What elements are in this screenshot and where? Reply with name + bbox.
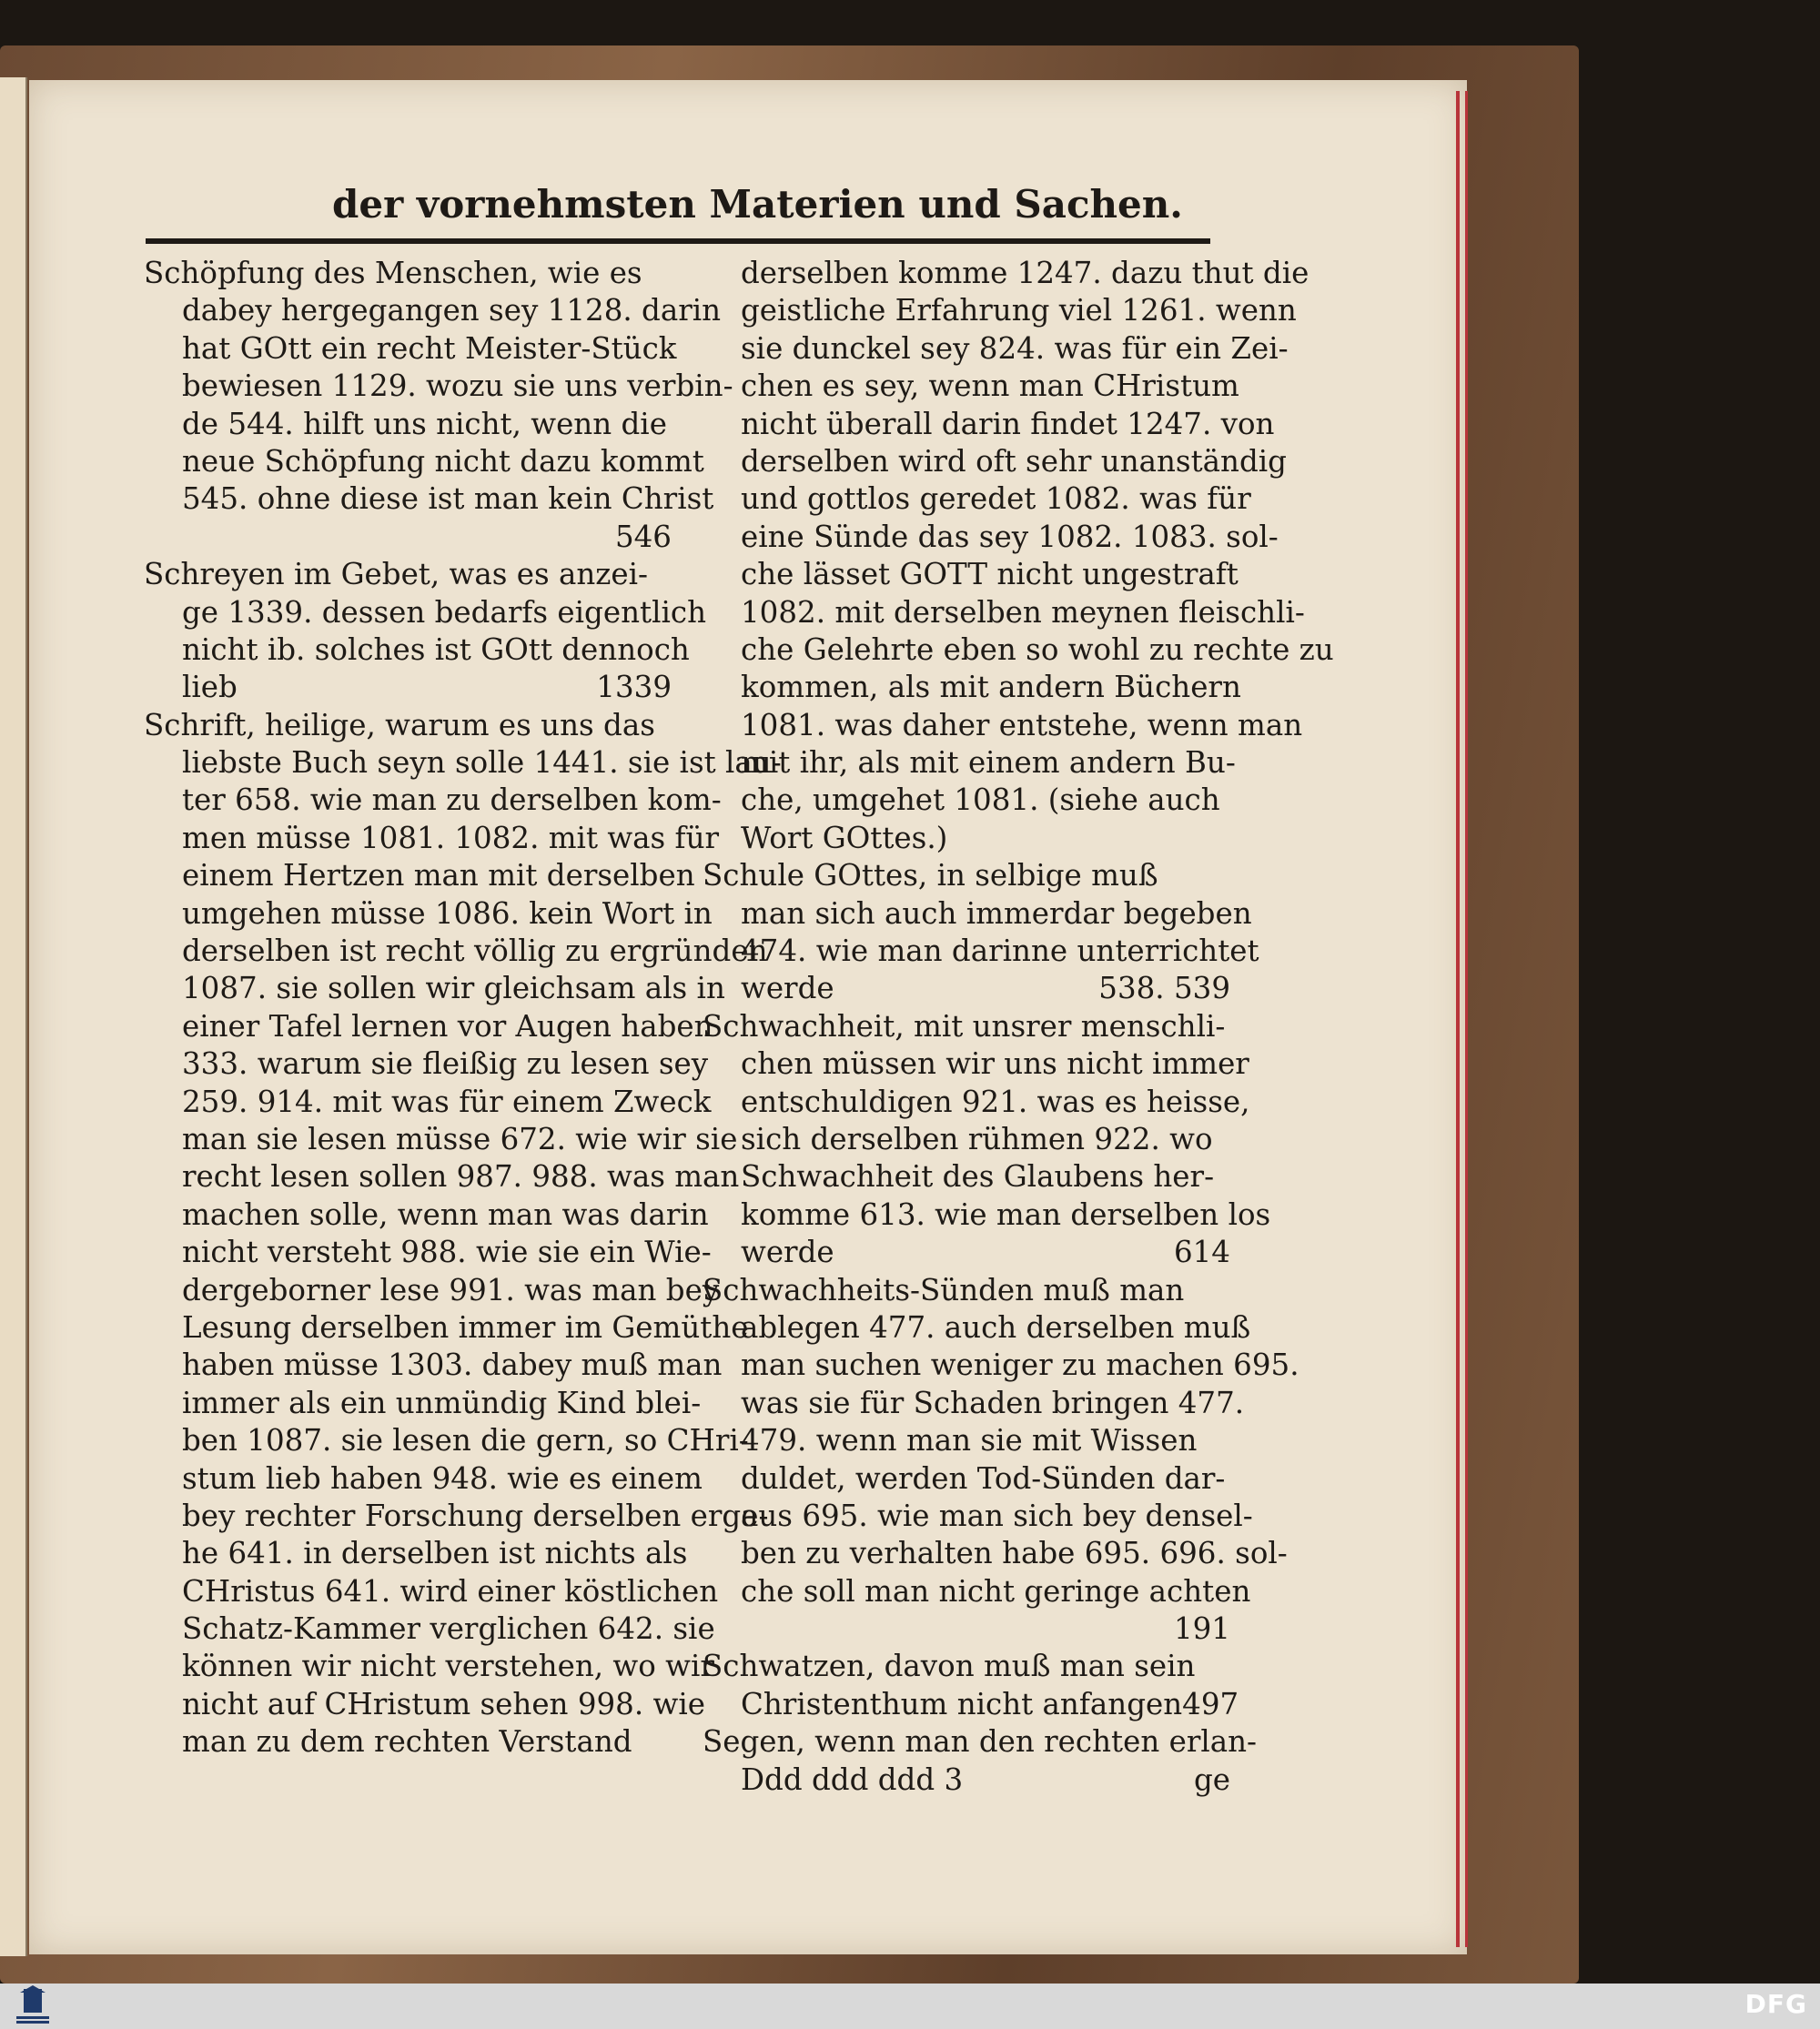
entry-line: 474. wie man darinne unterrichtet: [741, 934, 1259, 969]
running-head: der vornehmsten Materien und Sachen.: [332, 182, 1183, 227]
red-page-edge-inner: [1465, 91, 1468, 1947]
entry-text: werde: [741, 971, 834, 1006]
entry-line: nicht auf CHristum sehen 998. wie: [182, 1686, 705, 1721]
entry-line: mit ihr, als mit einem andern Bu-: [741, 745, 1236, 781]
entry-line: chen es sey, wenn man CHristum: [741, 368, 1239, 404]
entry-line: man zu dem rechten Verstand: [182, 1724, 632, 1760]
entry-line: 545. ohne diese ist man kein Christ: [182, 481, 714, 517]
page-reference: 191: [1173, 1611, 1230, 1647]
entry-line: einem Hertzen man mit derselben: [182, 858, 695, 893]
entry-text: Christenthum nicht anfangen: [741, 1686, 1183, 1721]
entry-line: 1082. mit derselben meynen fleischli-: [741, 594, 1305, 630]
entry-line: Schule GOttes, in selbige muß: [703, 858, 1158, 893]
entry-line: umgehen müsse 1086. kein Wort in: [182, 895, 713, 931]
entry-line: che lässet GOTT nicht ungestraft: [741, 557, 1239, 592]
right-column: [703, 255, 1334, 1799]
entry-line: man suchen weniger zu machen 695.: [741, 1348, 1299, 1383]
entry-line: CHristus 641. wird einer köstlichen: [182, 1573, 719, 1609]
entry-line: de 544. hilft uns nicht, wenn die: [182, 406, 667, 441]
entry-line: derselben ist recht völlig zu ergründen: [182, 934, 768, 969]
entry-line-split: [703, 1686, 1239, 1723]
entry-line: Lesung derselben immer im Gemüthe: [182, 1309, 749, 1345]
entry-line: kommen, als mit andern Büchern: [741, 670, 1241, 705]
entry-line: einer Tafel lernen vor Augen haben: [182, 1008, 713, 1044]
entry-line: Schreyen im Gebet, was es anzei-: [144, 557, 649, 592]
entry-line: che Gelehrte eben so wohl zu rechte zu: [741, 631, 1334, 667]
entry-text: lieb: [182, 670, 238, 705]
entry-line: liebste Buch seyn solle 1441. sie ist lau-: [182, 745, 782, 781]
entry-line: Schwachheit des Glaubens her-: [741, 1159, 1215, 1195]
entry-line: ben 1087. sie lesen die gern, so CHri-: [182, 1423, 749, 1459]
left-column: [144, 255, 782, 1761]
entry-line: chen müssen wir uns nicht immer: [741, 1046, 1249, 1082]
entry-line: che soll man nicht geringe achten: [741, 1573, 1251, 1609]
entry-line: nicht überall darin findet 1247. von: [741, 406, 1275, 441]
library-logo-icon: [7, 1985, 58, 2025]
entry-line: Schatz-Kammer verglichen 642. sie: [182, 1611, 715, 1647]
entry-line: Schwatzen, davon muß man sein: [703, 1649, 1196, 1684]
entry-line: sich derselben rühmen 922. wo: [741, 1121, 1213, 1156]
entry-line-split: [703, 1234, 1230, 1271]
entry-line: derselben wird oft sehr unanständig: [741, 443, 1287, 479]
page-reference: 1339: [596, 670, 672, 705]
entry-line: bewiesen 1129. wozu sie uns verbin-: [182, 368, 733, 404]
entry-line: komme 613. wie man derselben los: [741, 1196, 1271, 1232]
dfg-label: DFG: [1744, 1989, 1807, 2019]
entry-line: aus 695. wie man sich bey densel-: [741, 1498, 1253, 1533]
entry-line: 1081. was daher entstehe, wenn man: [741, 707, 1303, 742]
entry-line: haben müsse 1303. dabey muß man: [182, 1348, 723, 1383]
entry-line: und gottlos geredet 1082. was für: [741, 481, 1251, 517]
entry-line: machen solle, wenn man was darin: [182, 1196, 709, 1232]
entry-line: dabey hergegangen sey 1128. darin: [182, 293, 722, 328]
entry-line: bey rechter Forschung derselben erge-: [182, 1498, 769, 1533]
entry-line: ge 1339. dessen bedarfs eigentlich: [182, 594, 707, 630]
entry-line: 333. warum sie fleißig zu lesen sey: [182, 1046, 709, 1082]
entry-line: geistliche Erfahrung viel 1261. wenn: [741, 293, 1297, 328]
entry-line: Segen, wenn man den rechten erlan-: [703, 1724, 1258, 1760]
entry-line: sie dunckel sey 824. was für ein Zei-: [741, 330, 1289, 366]
entry-line: Wort GOttes.): [741, 820, 948, 855]
entry-line: duldet, werden Tod-Sünden dar-: [741, 1460, 1226, 1496]
entry-line: che, umgehet 1081. (siehe auch: [741, 782, 1220, 818]
entry-line-split: [144, 669, 672, 706]
entry-line: ter 658. wie man zu derselben kom-: [182, 782, 722, 818]
entry-line: Schrift, heilige, warum es uns das: [144, 707, 655, 742]
entry-line: man sich auch immerdar begeben: [741, 895, 1252, 931]
entry-line: hat GOtt ein recht Meister-Stück: [182, 330, 677, 366]
signature-line: [703, 1761, 1230, 1799]
left-page-edge: [0, 77, 27, 1956]
entry-line-split: [703, 970, 1230, 1007]
entry-line: eine Sünde das sey 1082. 1083. sol-: [741, 519, 1279, 554]
entry-line: nicht ib. solches ist GOtt dennoch: [182, 631, 690, 667]
catchword: ge: [1193, 1761, 1230, 1797]
entry-line: ben zu verhalten habe 695. 696. sol-: [741, 1536, 1288, 1571]
entry-line: stum lieb haben 948. wie es einem: [182, 1460, 703, 1496]
library-logo-icon-graphic: [7, 1985, 58, 2025]
entry-line: immer als ein unmündig Kind blei-: [182, 1385, 702, 1420]
entry-line: men müsse 1081. 1082. mit was für: [182, 820, 720, 855]
viewer-footer-band: [0, 1984, 1820, 2029]
entry-line: Schöpfung des Menschen, wie es: [144, 256, 642, 290]
entry-line: nicht versteht 988. wie sie ein Wie-: [182, 1235, 712, 1270]
signature-mark: Ddd ddd ddd 3: [741, 1761, 964, 1797]
page-reference: 614: [1173, 1235, 1230, 1270]
entry-line: recht lesen sollen 987. 988. was man: [182, 1159, 740, 1195]
entry-line: ablegen 477. auch derselben muß: [741, 1309, 1251, 1345]
entry-line: können wir nicht verstehen, wo wir: [182, 1649, 714, 1684]
entry-line: entschuldigen 921. was es heisse,: [741, 1084, 1250, 1119]
entry-line: 479. wenn man sie mit Wissen: [741, 1423, 1198, 1459]
page-reference: 538. 539: [1098, 971, 1230, 1006]
entry-line: dergeborner lese 991. was man bey: [182, 1272, 720, 1307]
red-page-edge: [1456, 91, 1460, 1947]
entry-line: Schwachheits-Sünden muß man: [703, 1272, 1185, 1307]
entry-line: was sie für Schaden bringen 477.: [741, 1385, 1245, 1420]
entry-line: neue Schöpfung nicht dazu kommt: [182, 443, 704, 479]
entry-text: werde: [741, 1235, 834, 1270]
entry-line: Schwachheit, mit unsrer menschli-: [703, 1008, 1226, 1044]
page-reference: 497: [1182, 1686, 1239, 1721]
entry-line: man sie lesen müsse 672. wie wir sie: [182, 1121, 738, 1156]
page-reference: 546: [614, 519, 672, 554]
entry-line: 259. 914. mit was für einem Zweck: [182, 1084, 712, 1119]
entry-line: 1087. sie sollen wir gleichsam als in: [182, 971, 725, 1006]
entry-line: he 641. in derselben ist nichts als: [182, 1536, 688, 1571]
entry-line: derselben komme 1247. dazu thut die: [741, 256, 1309, 290]
header-rule: [146, 238, 1210, 244]
